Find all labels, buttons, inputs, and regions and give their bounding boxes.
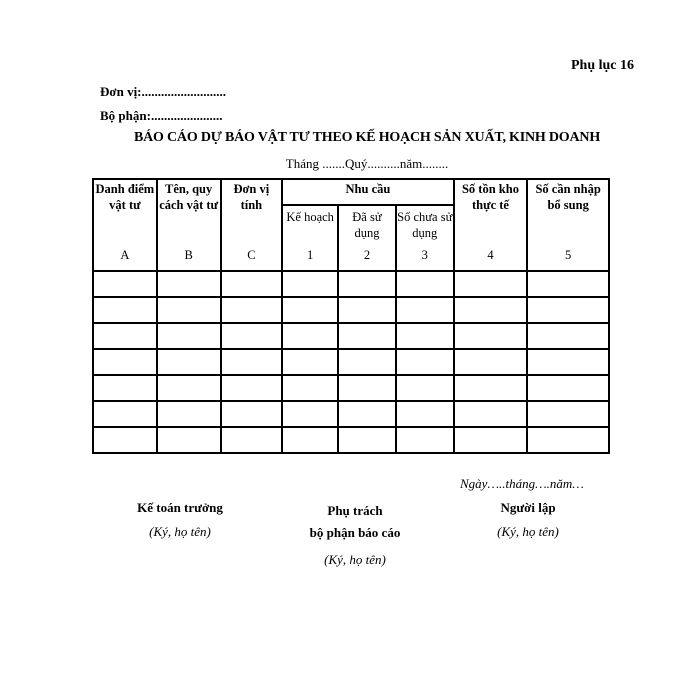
signature-note: (Ký, họ tên) <box>324 552 386 567</box>
report-period: Tháng .......Quý..........năm........ <box>285 156 449 171</box>
table-body <box>93 271 609 453</box>
table-cell <box>93 375 157 401</box>
table-cell <box>338 297 396 323</box>
signature-note: (Ký, họ tên) <box>149 524 211 539</box>
table-cell <box>221 375 283 401</box>
header-need-unused: Số chưa sử dụng <box>396 205 454 248</box>
table-cell <box>282 349 338 375</box>
table-cell <box>396 271 454 297</box>
table-cell <box>157 375 221 401</box>
table-cell <box>157 349 221 375</box>
table-cell <box>93 427 157 453</box>
header-need-plan: Kế hoạch <box>282 205 338 248</box>
table-cell <box>338 271 396 297</box>
table-cell <box>396 323 454 349</box>
table-cell <box>527 349 609 375</box>
table-cell <box>527 271 609 297</box>
report-table <box>92 178 610 454</box>
signature-preparer <box>458 500 598 540</box>
table-cell <box>396 375 454 401</box>
table-cell <box>454 349 528 375</box>
header-need: Nhu cầu <box>282 179 453 205</box>
table-cell <box>282 401 338 427</box>
table-cell <box>527 375 609 401</box>
table-cell <box>527 297 609 323</box>
table-row <box>93 349 609 375</box>
table-cell <box>93 401 157 427</box>
table-cell <box>396 401 454 427</box>
column-code: A <box>93 248 157 271</box>
table-cell <box>527 323 609 349</box>
column-code: 3 <box>396 248 454 271</box>
table-cell <box>221 323 283 349</box>
column-code-row <box>93 248 609 271</box>
table-cell <box>282 375 338 401</box>
table-cell <box>282 323 338 349</box>
table-cell <box>221 271 283 297</box>
unit-line: Đơn vị:.......................... <box>100 84 227 99</box>
table-cell <box>454 401 528 427</box>
column-code: 2 <box>338 248 396 271</box>
table-cell <box>157 401 221 427</box>
table-cell <box>93 271 157 297</box>
department-line: Bộ phận:...................... <box>100 108 223 123</box>
header-unit: Đơn vị tính <box>221 179 283 248</box>
table-cell <box>338 323 396 349</box>
signature-note: (Ký, họ tên) <box>497 524 559 539</box>
column-code: 4 <box>454 248 528 271</box>
header-stock: Số tồn kho thực tế <box>454 179 528 248</box>
table-cell <box>396 427 454 453</box>
table-cell <box>157 271 221 297</box>
table-row <box>93 375 609 401</box>
signature-role: Phụ trách <box>327 503 383 518</box>
column-code: C <box>221 248 283 271</box>
table-cell <box>338 349 396 375</box>
signature-chief-accountant <box>110 500 250 540</box>
table-cell <box>338 401 396 427</box>
signature-role: Người lập <box>500 500 556 515</box>
table-cell <box>93 297 157 323</box>
table-row <box>93 401 609 427</box>
table-cell <box>454 375 528 401</box>
table-cell <box>454 323 528 349</box>
table-cell <box>454 297 528 323</box>
header-import: Số cần nhập bổ sung <box>527 179 609 248</box>
table-cell <box>527 401 609 427</box>
column-code: 1 <box>282 248 338 271</box>
column-code: 5 <box>527 248 609 271</box>
table-cell <box>282 427 338 453</box>
table-cell <box>157 427 221 453</box>
column-code: B <box>157 248 221 271</box>
table-row <box>93 271 609 297</box>
table-cell <box>338 375 396 401</box>
signature-role: bộ phận báo cáo <box>309 525 401 540</box>
appendix-label: Phụ lục 16 <box>570 58 634 73</box>
signature-department-head <box>280 500 430 568</box>
signature-role: Kế toán trưởng <box>137 500 223 515</box>
table-cell <box>221 401 283 427</box>
table-cell <box>282 297 338 323</box>
table-cell <box>338 427 396 453</box>
table-row <box>93 297 609 323</box>
date-line: Ngày…..tháng….năm… <box>460 476 584 491</box>
header-item-code: Danh điểm vật tư <box>93 179 157 248</box>
table-cell <box>157 297 221 323</box>
table-row <box>93 323 609 349</box>
table-cell <box>454 427 528 453</box>
table-row <box>93 427 609 453</box>
table-cell <box>396 297 454 323</box>
header-need-used: Đã sử dụng <box>338 205 396 248</box>
table-cell <box>221 349 283 375</box>
table-cell <box>221 427 283 453</box>
table-cell <box>93 349 157 375</box>
table-cell <box>527 427 609 453</box>
header-name-spec: Tên, quy cách vật tư <box>157 179 221 248</box>
table-cell <box>221 297 283 323</box>
report-title: BÁO CÁO DỰ BÁO VẬT TƯ THEO KẾ HOẠCH SẢN XUẤT, KINH DOANH <box>133 130 601 145</box>
table-cell <box>454 271 528 297</box>
table-cell <box>157 323 221 349</box>
table-cell <box>396 349 454 375</box>
table-cell <box>282 271 338 297</box>
table-cell <box>93 323 157 349</box>
